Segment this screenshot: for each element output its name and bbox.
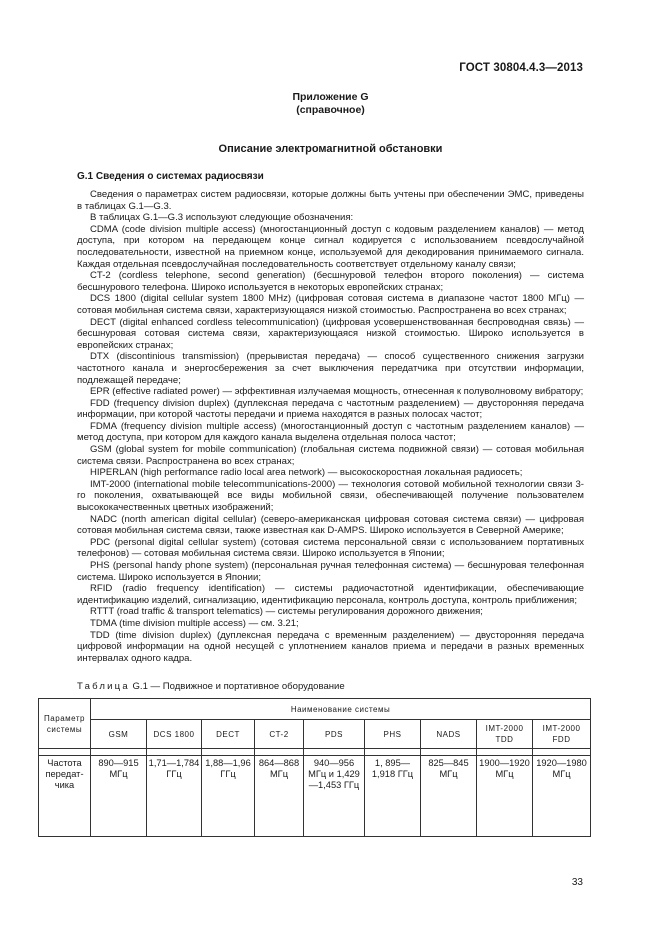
column-header: PDS	[304, 720, 365, 749]
table-row	[39, 756, 591, 837]
group-header: Наименование системы	[91, 699, 591, 720]
table-cell: 1,71—1,784 ГГц	[147, 756, 202, 837]
systems-table	[38, 698, 591, 837]
table-header-row	[39, 699, 591, 720]
param-header: Параметр системы	[39, 699, 91, 749]
main-title: Описание электромагнитной обстановки	[218, 143, 443, 155]
paragraph: PDC (personal digital cellular system) (сотовая система персональной связи с использованием портативных телефонов) — сотовая мобильная система связи. Широко используется в Японии;	[77, 536, 584, 560]
paragraph: NADC (north american digital cellular) (северо-американская цифровая сотовая система связи) — цифровая сотовая мобильная система связи, также известная как D-AMPS. Широко используется в Северной Америке;	[77, 513, 584, 537]
page-number: 33	[571, 877, 583, 888]
paragraph: GSM (global system for mobile communication) (глобальная система подвижной связи) — сотовая мобильная система связи. Распространена во всех странах;	[77, 444, 584, 467]
appendix-heading	[0, 91, 661, 116]
appendix-subtitle: (справочное)	[296, 103, 365, 116]
column-header: CT-2	[255, 720, 304, 749]
paragraph: RTTT (road traffic & transport telematics) — системы регулирования дорожного движения;	[90, 606, 483, 618]
table-cell: 825—845 МГц	[421, 756, 477, 837]
paragraph: Сведения о параметрах систем радиосвязи, которые должны быть учтены при обеспечении ЭМС, приведены в таблицах G.1—G.3.	[77, 189, 584, 212]
paragraph: DECT (digital enhanced cordless telecommunication) (цифровая усовершенствованная беспроводная связь) — бесшнуровая сотовая система связи, характеризующаяся низкой стоимостью. Широко используется в европейских странах;	[77, 316, 584, 351]
paragraph: DTX (discontinious transmission) (прерывистая передача) — способ существенного снижения загрузки частотного канала и энергосбережения за счет выключения передатчика при отсутствии информации, подлежащей передаче;	[77, 351, 584, 386]
table-caption-text: G.1 — Подвижное и портативное оборудование	[132, 681, 345, 692]
paragraph: TDMA (time division multiple access) — см. 3.21;	[90, 617, 299, 629]
table-caption	[77, 681, 345, 692]
row-param: Частота передат-чика	[39, 756, 91, 837]
table-cell: 1,88—1,96 ГГц	[202, 756, 255, 837]
table-cell: 1900—1920 МГц	[477, 756, 533, 837]
paragraph: В таблицах G.1—G.3 используют следующие обозначения:	[90, 212, 354, 224]
body-text	[77, 189, 584, 664]
table-cell: 890—915 МГц	[91, 756, 147, 837]
paragraph: EPR (effective radiated power) — эффективная излучаемая мощность, отнесенная к полуволновому вибратору;	[90, 386, 584, 398]
paragraph: TDD (time division duplex) (дуплексная передача с временным разделением) — двусторонняя передача цифровой информации на одной несущей с уплотнением каналов приема и передачи в разных временных интервалах одного кадра.	[77, 629, 584, 664]
table-cell: 864—868 МГц	[255, 756, 304, 837]
table-column-names-row	[39, 720, 591, 749]
paragraph: CDMA (code division multiple access) (многостанционный доступ с кодовым разделением каналов) — метод доступа, при котором на передающем конце сигнал кодируется с использованием псевдослучайной последовательности, известной на приемном конце, используемой для декодирования принимаемого сигнала. Каждая отдельная псевдослучайная последовательность соответствует отдельному каналу связи;	[77, 223, 584, 270]
paragraph: PHS (personal handy phone system) (персональная ручная телефонная система) — бесшнуровая телефонная система. Широко используется в Японии;	[77, 560, 584, 583]
column-header: GSM	[91, 720, 147, 749]
table-caption-label: Таблица	[77, 681, 130, 692]
column-header: PHS	[365, 720, 421, 749]
document-code: ГОСТ 30804.4.3—2013	[459, 62, 583, 74]
table-cell: 940—956 МГц и 1,429 —1,453 ГГц	[304, 756, 365, 837]
column-header: DECT	[202, 720, 255, 749]
paragraph: RFID (radio frequency identification) — системы радиочастотной идентификации, обеспечивающие идентификацию изделий, сигнализацию, идентификацию персонала, контроль доступа, контроль приближения;	[77, 583, 584, 606]
column-header: IMT-2000 FDD	[533, 720, 591, 749]
paragraph: FDD (frequency division duplex) (дуплексная передача с частотным разделением) — двусторонняя передача информации, при которой частоты передачи и приема находятся в разных полосах частот;	[77, 397, 584, 421]
column-header: IMT-2000 TDD	[477, 720, 533, 749]
column-header: DCS 1800	[147, 720, 202, 749]
column-header: NADS	[421, 720, 477, 749]
paragraph: FDMA (frequency division multiple access) (многостанционный доступ с частотным разделением каналов) — метод доступа, при котором для каждого канала выделена отдельная полоса частот;	[77, 420, 584, 444]
table-gap-row	[39, 749, 591, 756]
table-cell: 1920—1980 МГц	[533, 756, 591, 837]
paragraph: CT-2 (cordless telephone, second generation) (бесшнуровой телефон второго поколения) — система бесшнурового телефона. Широко используется в некоторых европейских странах;	[77, 270, 584, 293]
section-title: G.1 Сведения о системах радиосвязи	[77, 171, 264, 182]
paragraph: DCS 1800 (digital cellular system 1800 MHz) (цифровая сотовая система в диапазоне частот 1800 МГц) — сотовая мобильная система связи, характеризующаяся низкой стоимостью. Распространена во всех странах;	[77, 293, 584, 316]
appendix-title: Приложение G	[292, 91, 369, 103]
paragraph: IMT-2000 (international mobile telecommunications-2000) — технология сотовой мобильной технологии связи 3-го поколения, охватывающей все виды мобильной связи, обеспечивающей получение пользователем высококачественных цветных изображений;	[77, 478, 584, 514]
paragraph: HIPERLAN (high performance radio local area network) — высокоскоростная локальная радиосеть;	[90, 467, 523, 479]
table-cell: 1, 895—1,918 ГГц	[365, 756, 421, 837]
